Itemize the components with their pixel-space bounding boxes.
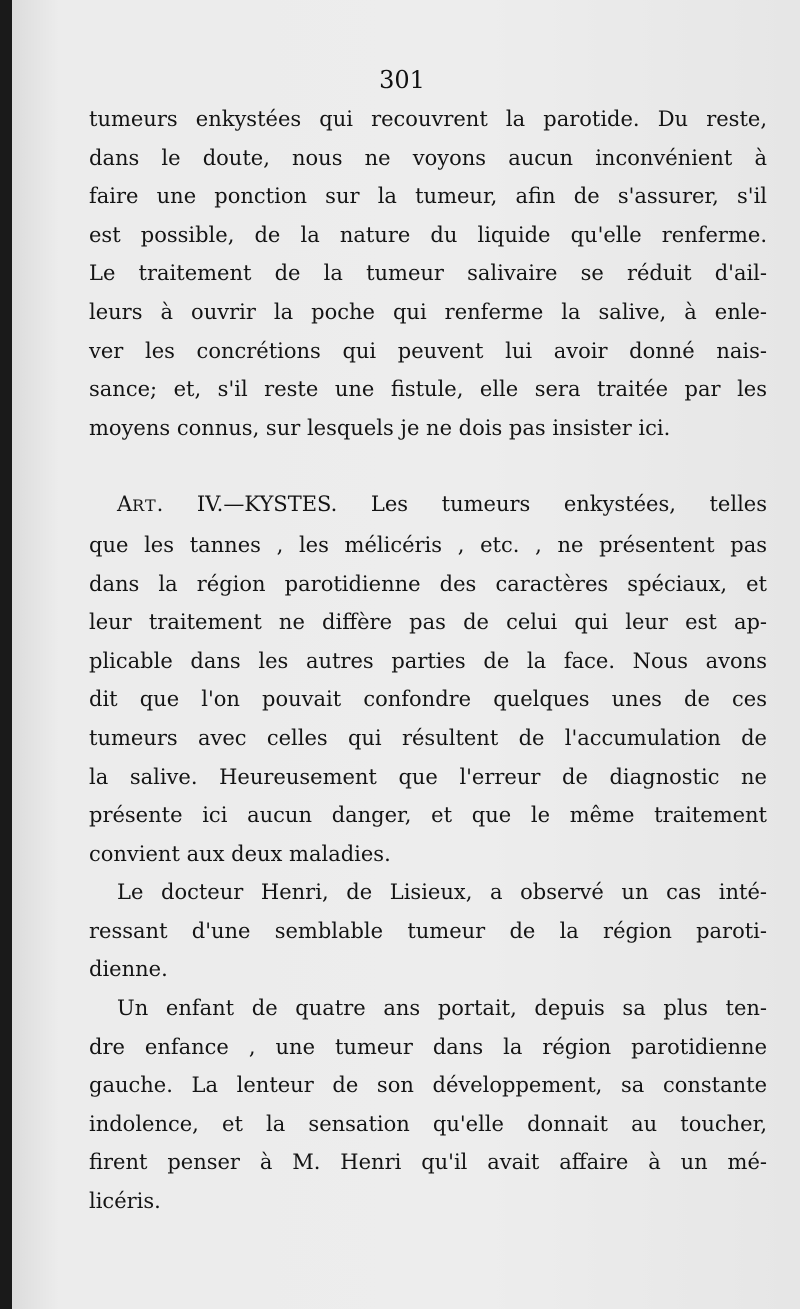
text-line: ver les concrétions qui peuvent lui avoir donné nais- — [89, 338, 767, 363]
section-gap — [89, 447, 767, 485]
text-line: leurs à ouvrir la poche qui renferme la salive, à enle- — [89, 299, 767, 324]
text-line: dans le doute, nous ne voyons aucun inconvénient à — [89, 145, 767, 170]
article-label-initial: A — [117, 492, 133, 517]
text-line: Le traitement de la tumeur salivaire se réduit d'ail- — [89, 261, 767, 286]
paragraph-3 — [89, 873, 767, 989]
article-label-smallcaps: RT — [132, 496, 157, 516]
text-line: indolence, et la sensation qu'elle donnait au toucher, — [89, 1111, 767, 1136]
text-line: est possible, de la nature du liquide qu'elle renferme. — [89, 222, 767, 247]
text-line: tumeurs enkystées qui recouvrent la parotide. Du reste, — [89, 107, 767, 131]
text-line: Un enfant de quatre ans portait, depuis sa plus ten- — [117, 996, 767, 1021]
text-line: sance; et, s'il reste une fistule, elle sera traitée par les — [89, 377, 767, 402]
text-line: que les tannes , les mélicéris , etc. , ne présentent pas — [89, 532, 767, 557]
text-line: dit que l'on pouvait confondre quelques unes de ces — [89, 687, 767, 712]
text-line: firent penser à M. Henri qu'il avait affaire à un mé- — [89, 1150, 767, 1175]
paragraph-1 — [89, 100, 767, 447]
article-heading-rest: . IV.—KYSTES. Les tumeurs enkystées, telles — [156, 492, 767, 517]
body-text — [89, 100, 767, 1221]
text-line: présente ici aucun danger, et que le même traitement — [89, 803, 767, 828]
text-line: gauche. La lenteur de son développement, sa constante — [89, 1073, 767, 1098]
text-line: ressant d'une semblable tumeur de la région paroti- — [89, 918, 767, 943]
text-line: convient aux deux maladies. — [89, 841, 391, 866]
book-page — [12, 0, 800, 1309]
text-line: dre enfance , une tumeur dans la région parotidienne — [89, 1034, 767, 1059]
text-line: tumeurs avec celles qui résultent de l'accumulation de — [89, 725, 767, 750]
text-line: dienne. — [89, 957, 168, 982]
text-line: dans la région parotidienne des caractères spéciaux, et — [89, 571, 767, 596]
text-line: licéris. — [89, 1189, 161, 1214]
section-heading-line — [89, 485, 767, 526]
paragraph-2 — [89, 485, 767, 873]
text-line: leur traitement ne diffère pas de celui qui leur est ap- — [89, 610, 767, 635]
text-line: la salive. Heureusement que l'erreur de diagnostic ne — [89, 764, 767, 789]
text-line: moyens connus, sur lesquels je ne dois pas insister ici. — [89, 415, 671, 440]
page-number: 301 — [379, 66, 425, 94]
paragraph-4 — [89, 989, 767, 1221]
text-line: faire une ponction sur la tumeur, afin de s'assurer, s'il — [89, 184, 767, 209]
text-line: plicable dans les autres parties de la face. Nous avons — [89, 648, 767, 673]
text-line: Le docteur Henri, de Lisieux, a observé un cas inté- — [117, 880, 767, 905]
